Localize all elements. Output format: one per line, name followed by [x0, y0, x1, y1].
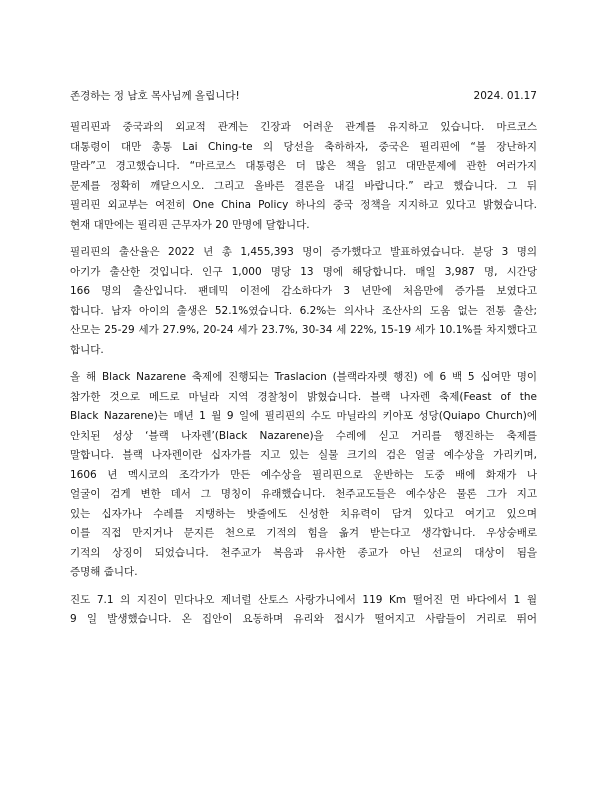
letter-date: 2024. 01.17	[473, 90, 537, 102]
text-line: 166 명의 출산입니다. 팬데믹 이전에 감소하다가 3 년만에 처음만에 증가를 보였다고	[70, 285, 537, 297]
text-line: 1606 년 멕시코의 조각가가 만든 예수상을 필리핀으로 운반하는 도중 배에 화재가 나	[70, 468, 537, 481]
text-line: 합니다. 남자 아이의 출생은 52.1%였습니다. 6.2%는 의사나 조산사의 도움 없는 전통 출산;	[70, 304, 537, 317]
paragraph-birth-rate	[70, 243, 537, 360]
text-line: 문제를 정확히 깨닫으시오. 그리고 올바른 결론을 내길 바랍니다.” 라고 했습니다. 그 뒤	[70, 179, 537, 192]
text-line: 이를 직접 만지거나 문지른 천으로 기적의 힘을 옮겨 받는다고 생각합니다. 우상숭배로	[70, 527, 537, 539]
text-line: 현재 대만에는 필리핀 근무자가 20 만명에 달합니다.	[70, 218, 310, 231]
text-line: 말합니다. 블랙 나자렌이란 십자가를 지고 있는 실물 크기의 검은 얼굴 예수상을 가리키며,	[70, 449, 537, 461]
text-line: 필리핀의 출산율은 2022 년 총 1,455,393 명이 증가했다고 발표하였습니다. 분당 3 명의	[70, 246, 537, 258]
text-line: 증명해 줍니다.	[70, 566, 138, 578]
text-line: 합니다.	[70, 343, 104, 356]
text-line: Black Nazarene)는 매년 1 월 9 일에 필리핀의 수도 마닐라의 키아포 성당(Quiapo Church)에	[70, 410, 537, 422]
text-line: 필리핀 외교부는 여전히 One China Policy 하나의 중국 정책을 지지하고 있다고 밝혔습니다.	[70, 199, 537, 211]
text-line: 9 일 발생했습니다. 온 집안이 요동하며 유리와 접시가 떨어지고 사람들이 거리로 뛰어	[70, 613, 537, 625]
text-line: 진도 7.1 의 지진이 민다나오 제너럴 산토스 사랑가니에서 119 Km 떨어진 먼 바다에서 1 월	[70, 593, 537, 606]
text-line: 아기가 출산한 것입니다. 인구 1,000 명당 13 명에 해당합니다. 매일 3,987 명, 시간당	[70, 265, 537, 278]
text-line: 필리핀과 중국과의 외교적 관계는 긴장과 어려운 관계를 유지하고 있습니다. 마르코스	[70, 121, 537, 133]
paragraph-earthquake	[70, 591, 537, 630]
paragraph-diplomacy	[70, 118, 537, 235]
greeting: 존경하는 정 남호 목사님께 올립니다!	[70, 90, 240, 102]
text-line: 참가한 것으로 메드로 마닐라 지역 경찰청이 밝혔습니다. 블랙 나자렌 축제(Feast of the	[70, 390, 537, 403]
text-line: 안치된 성상 ‘블랙 나자렌’(Black Nazarene)을 수레에 싣고 거리를 행진하는 축제를	[70, 429, 537, 442]
text-line: 말라”고 경고했습니다. “마르코스 대통령은 더 많은 책을 읽고 대만문제에 관한 여러가지	[70, 160, 537, 172]
text-line: 올 해 Black Nazarene 축제에 진행되는 Traslacion (블랙라자렛 행진) 에 6 백 5 십여만 명이	[70, 371, 537, 383]
text-line: 얼굴이 검게 변한 데서 그 명칭이 유래했습니다. 천주교도들은 예수상은 물론 그가 지고	[70, 488, 537, 500]
text-line: 있는 십자가나 수레를 지탱하는 밧줄에도 신성한 치유력이 담겨 있다고 여기고 있으며	[70, 507, 537, 520]
text-line: 기적의 상징이 되었습니다. 천주교가 복음과 유사한 종교가 아닌 선교의 대상이 됨을	[70, 546, 537, 559]
text-line: 대통령이 대만 총통 Lai Ching-te 의 당선을 축하하자, 중국은 필리핀에 “불 장난하지	[70, 140, 537, 153]
paragraph-black-nazarene	[70, 368, 537, 583]
letter-body	[70, 118, 537, 638]
text-line: 산모는 25-29 세가 27.9%, 20-24 세가 23.7%, 30-34 세 22%, 15-19 세가 10.1%를 차지했다고	[70, 324, 537, 336]
